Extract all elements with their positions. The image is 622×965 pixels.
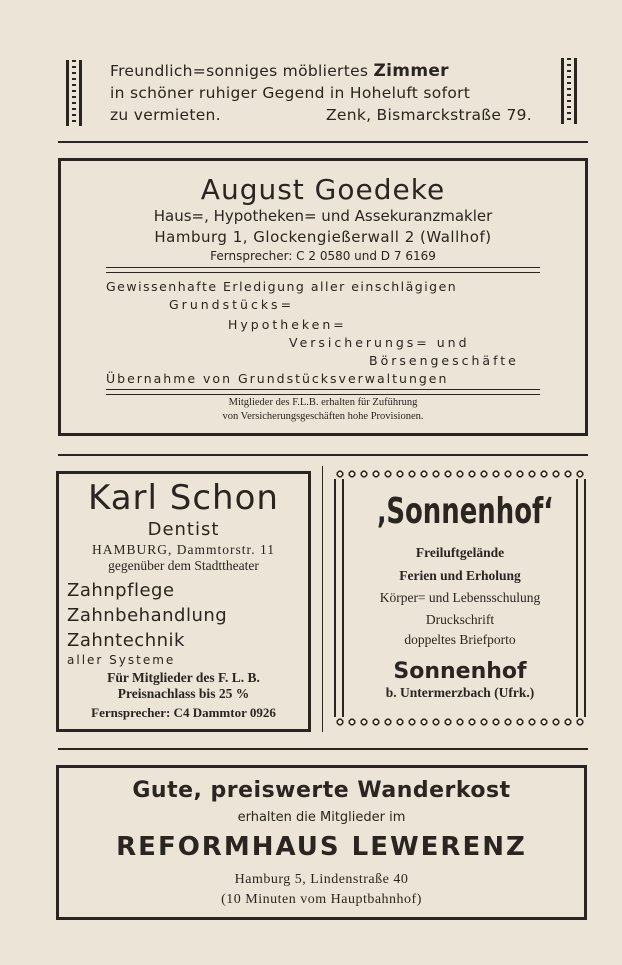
reformhaus-address: Hamburg 5, Lindenstraße 40 [234,872,409,887]
schon-item2: Zahnbehandlung [67,605,228,626]
schon-title: Dentist [147,519,220,540]
goedeke-name: August Goedeke [200,173,446,206]
zimmer-line3-left: zu vermieten. [110,106,221,124]
zimmer-line3 [110,104,532,126]
sonnenhof-line2: Ferien und Erholung [399,568,521,583]
goedeke-note2: von Versicherungsgeschäften hohe Provisionen. [222,411,424,422]
zimmer-line1-text: Freundlich=sonniges möbliertes [110,62,374,80]
sonnenhof-title: ‚Sonnenhof‘ [376,491,554,532]
schon-item4: aller Systeme [67,653,176,667]
zimmer-contact: Zenk, Bismarckstraße 79. [325,106,532,124]
goedeke-address: Hamburg 1, Glockengießerwall 2 (Wallhof) [154,228,492,246]
ornament-bars-right [561,58,577,124]
sonnenhof-ad [344,479,576,717]
zimmer-ad [110,60,540,126]
divider-2 [58,454,588,456]
schon-address1: HAMBURG, Dammtorstr. 11 [91,542,275,557]
schon-phone: Fernsprecher: C4 Dammtor 0926 [91,705,276,720]
divider-3 [58,748,588,750]
goedeke-service6: Übernahme von Grundstücksverwaltungen [106,371,449,386]
sonnenhof-border-left [334,479,344,717]
sonnenhof-line5: doppeltes Briefporto [404,632,516,647]
ornament-bars-left [66,60,82,126]
schon-address2: gegenüber dem Stadttheater [108,558,259,573]
schon-item3: Zahntechnik [67,630,185,651]
goedeke-service2: Grundstücks= [169,297,295,312]
goedeke-profession: Haus=, Hypotheken= und Assekuranzmakler [153,207,493,225]
schon-discount1: Für Mitglieder des F. L. B. [107,670,260,685]
goedeke-rule-bottom [106,389,540,395]
divider-1 [58,141,588,143]
sonnenhof-line3: Körper= und Lebensschulung [379,590,541,605]
goedeke-service1: Gewissenhafte Erledigung aller einschlägigen [106,279,458,294]
zimmer-line1 [110,60,540,82]
goedeke-phone: Fernsprecher: C 2 0580 und D 7 6169 [210,249,436,263]
sonnenhof-border-top [334,469,584,479]
goedeke-service5: Börsengeschäfte [369,353,519,368]
goedeke-ad [58,158,588,436]
reformhaus-ad [56,765,587,920]
goedeke-service4: Versicherungs= und [289,335,470,350]
sonnenhof-border-bottom [334,717,584,727]
goedeke-rule-top [106,267,540,273]
schon-name: Karl Schon [88,478,279,518]
reformhaus-line1: erhalten die Mitglieder im [237,810,406,825]
column-divider [322,466,323,732]
schon-item1: Zahnpflege [67,580,175,601]
reformhaus-note: (10 Minuten vom Hauptbahnhof) [221,892,422,907]
sonnenhof-line4: Druckschrift [425,612,495,627]
goedeke-service3: Hypotheken= [228,317,347,332]
sonnenhof-border-right [576,479,586,717]
zimmer-line2: in schöner ruhiger Gegend in Hoheluft sofort [110,84,471,102]
sonnenhof-name: Sonnenhof [393,659,527,684]
goedeke-note1: Mitglieder des F.L.B. erhalten für Zuführung [228,397,418,408]
schon-ad [56,471,311,732]
schon-discount2: Preisnachlass bis 25 % [117,686,250,701]
sonnenhof-location: b. Untermerzbach (Ufrk.) [385,685,535,700]
reformhaus-headline: Gute, preiswerte Wanderkost [132,778,511,803]
sonnenhof-line1: Freiluftgelände [415,545,505,560]
zimmer-keyword: Zimmer [373,61,449,81]
reformhaus-name: REFORMHAUS LEWERENZ [116,832,527,862]
